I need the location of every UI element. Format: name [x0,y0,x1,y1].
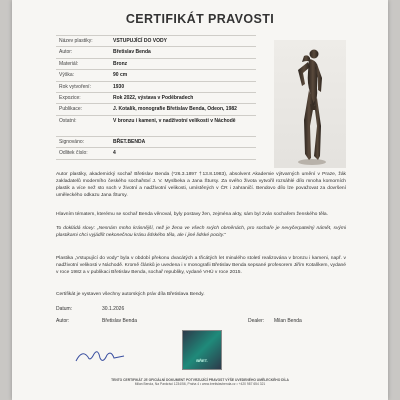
seal-text: BŘET. [196,358,208,363]
row-label: Expozice: [59,94,81,101]
row-label: Rok vytvoření: [59,83,91,90]
table-row [56,93,256,104]
theme-paragraph: Hlavním tématem, kterému se sochař Benda věnoval, byly postavy žen, zejména akty, sám byl zván sochařem ženského těla. [56,212,329,217]
row-value: 90 cm [113,72,128,79]
row-label: Název plastiky: [59,38,93,44]
quote-paragraph: To dokládá slovy: „Nesnám mnho krásnější, než je žena ve všech svých obměnách, pro sochaře je nevyčerpatelný námět, svými plastikami chci vyjádřit nekonečnou krásu lidského těla, ale i jiné lidské pocity." [56,226,346,238]
row-label: Odlitek číslo: [59,150,88,157]
rights-paragraph: Certifikát je vystaven všechny autorských práv díla Břetislava Bendy. [56,292,205,297]
row-value: BŘET.BENDA [113,138,146,145]
biography-paragraph: Autor plastiky, akademický sochař Břetislav Benda (*26.3.1897 †13.8.1983), absolvent Akademie výtvarných umění v Praze, žák zakladatelů moderního českého sochařství J. V. Myslbeka a Jana Štursy. Za svého života vytvořil rozsáhlé dílo mnoha komorních plastik a více než sto soch v životní a nadživotní velikosti, umístěných v ČR i zahraničí. Bendovo dílo lze považovat za dovršení uměleckého odkazu Jana Štursy. [56,172,346,198]
row-label: Signováno: [59,138,85,145]
footer-contact: Milan Benda, Na Pankráci 1234/56, Praha 4 • www.bretislavbenda.cz • +420 987 654 321 [134,382,266,386]
table-row [56,47,256,58]
author-value: Břetislav Benda [102,318,138,324]
row-value: Rok 2022, výstava v Poděbradech [113,94,194,101]
table-row [56,70,256,81]
row-value: Bronz [113,60,128,67]
row-value: Břetislav Benda [113,49,151,56]
row-label: Výška: [59,72,75,79]
table-row [56,59,256,70]
table-row [56,148,256,159]
details-table [56,35,256,160]
footer-notice: TENTO CERTIFIKÁT JE OFICIÁLNÍ DOKUMENT POTVRZUJÍCÍ PRAVOST VÝŠE UVEDENÉHO UMĚLECKÉHO DÍLA [111,378,289,382]
bronze-nude-figure-image [274,40,346,168]
handwritten-signature [72,346,132,366]
row-value: V bronzu i kameni, v nadživotní velikosti v Náchodě [113,117,236,124]
dealer-value: Milan Benda [274,318,302,324]
certificate-sheet [12,0,388,400]
table-row [56,116,256,137]
row-label: Autor: [59,49,73,56]
row-label: Materiál: [59,60,79,67]
table-row [56,104,256,115]
footer [12,378,388,386]
hologram-seal [182,330,222,370]
date-value: 30.1.2026 [102,306,125,312]
row-value: VSTUPUJÍCÍ DO VODY [113,38,167,44]
certificate-title: CERTIFIKÁT PRAVOSTI [125,12,275,26]
row-label: Publikace: [59,106,83,113]
row-value: J. Kotalík, monografie Břetislav Benda, Odeon, 1982 [113,106,237,113]
table-row [56,82,256,93]
history-paragraph: Plastika „Vstupující do vody" byla v období překonu dvacátých a třicátých let minulého století realizována v bronzu i kameni, např. v nadživotní velikosti v Náchodě. Kromě článků je uvedena i v monografii Břetislav Benda sepsané profesorem Jiřím Kotalíkem, vydané v roce 1982 a v publikaci Břetislav Benda, sochař republiky, vydané VHÚ v roce 2015. [56,256,346,275]
dealer-label: Dealer: [248,318,265,324]
date-label: Datum: [56,306,73,312]
table-row [56,137,256,148]
sculpture-photo [274,40,346,168]
author-label: Autor: [56,318,70,324]
row-value: 4 [113,150,116,157]
row-label: Ostatní: [59,117,77,124]
row-value: 1930 [113,83,125,90]
table-row [56,35,256,47]
